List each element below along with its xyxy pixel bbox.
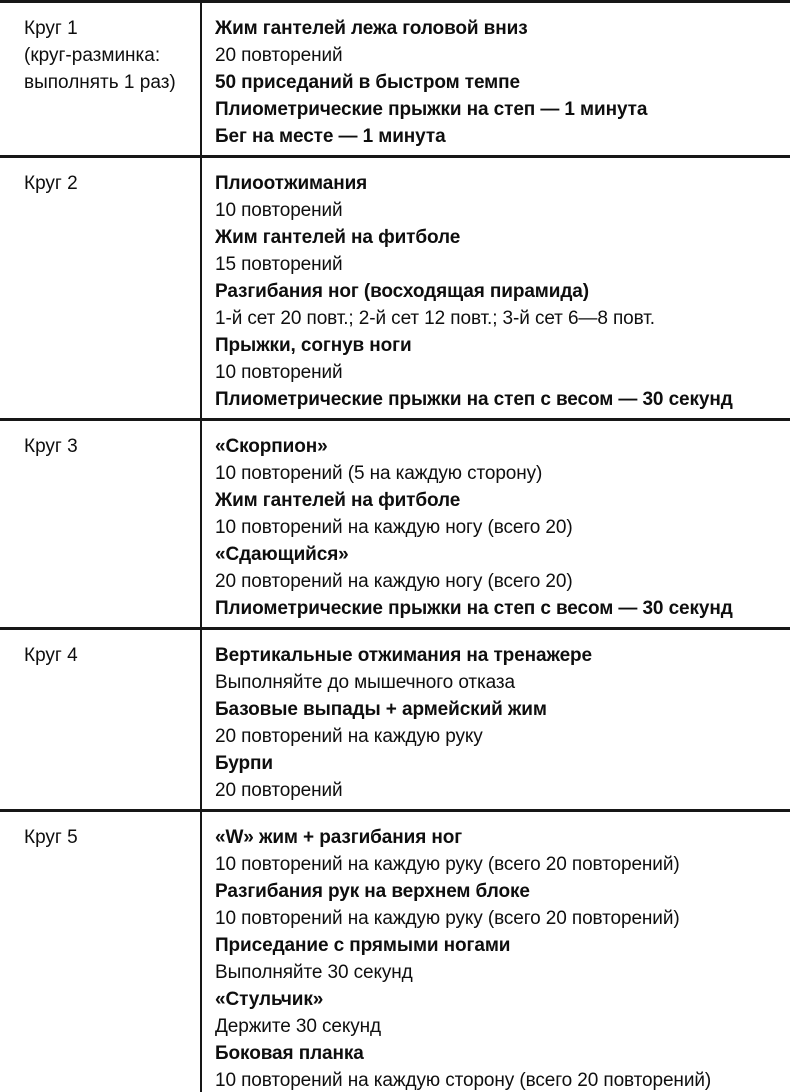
circle-cell [0,812,202,1092]
circle-label: (круг-разминка: [24,45,161,66]
exercise-detail: 10 повторений на каждую руку (всего 20 повторений) [215,854,680,875]
table-row [0,630,790,812]
exercise-detail: 15 повторений [215,254,343,275]
exercise-detail: 1-й сет 20 повт.; 2-й сет 12 повт.; 3-й сет 6—8 повт. [215,308,655,329]
exercise-detail: 10 повторений [215,362,343,383]
exercise-detail: 10 повторений на каждую руку (всего 20 повторений) [215,908,680,929]
exercise-name: Плиометрические прыжки на степ — 1 минута [215,99,648,120]
exercise-name: Жим гантелей лежа головой вниз [215,18,528,39]
exercise-name: Плиометрические прыжки на степ с весом — 30 секунд [215,598,733,619]
exercise-name: Прыжки, согнув ноги [215,335,412,356]
exercise-name: Жим гантелей на фитболе [215,490,461,511]
exercise-name: Вертикальные отжимания на тренажере [215,645,593,666]
exercise-detail: Выполняйте 30 секунд [215,962,413,983]
circle-label: Круг 2 [24,173,78,194]
circle-cell [0,3,202,155]
table-row [0,158,790,421]
exercise-detail: 20 повторений на каждую ногу (всего 20) [215,571,573,592]
exercise-name: Разгибания рук на верхнем блоке [215,881,530,902]
circle-cell [0,421,202,627]
exercise-name: Приседание с прямыми ногами [215,935,511,956]
exercise-name: Боковая планка [215,1043,364,1064]
exercise-name: «W» жим + разгибания ног [215,827,463,848]
exercise-cell [202,3,790,155]
exercise-name: Жим гантелей на фитболе [215,227,461,248]
exercise-name: «Скорпион» [215,436,328,457]
exercise-detail: 10 повторений на каждую сторону (всего 20 повторений) [215,1070,712,1091]
table-row [0,3,790,158]
exercise-name: Плиометрические прыжки на степ с весом — 30 секунд [215,389,733,410]
exercise-detail: 10 повторений на каждую ногу (всего 20) [215,517,573,538]
exercise-name: «Стульчик» [215,989,324,1010]
circle-label: Круг 5 [24,827,78,848]
circle-label: Круг 4 [24,645,78,666]
table-row [0,421,790,630]
circle-cell [0,630,202,809]
exercise-detail: 20 повторений на каждую руку [215,726,483,747]
table-row [0,812,790,1092]
circle-label: Круг 3 [24,436,78,457]
circle-label: выполнять 1 раз) [24,72,176,93]
exercise-name: Бег на месте — 1 минута [215,126,446,147]
exercise-name: Базовые выпады + армейский жим [215,699,547,720]
exercise-name: Плиоотжимания [215,173,368,194]
exercise-name: «Сдающийся» [215,544,349,565]
circle-cell [0,158,202,418]
circle-label: Круг 1 [24,18,78,39]
exercise-name: 50 приседаний в быстром темпе [215,72,520,93]
exercise-cell [202,158,790,418]
exercise-detail: 20 повторений [215,780,343,801]
exercise-cell [202,630,790,809]
exercise-detail: 10 повторений (5 на каждую сторону) [215,463,543,484]
exercise-cell [202,812,790,1092]
exercise-detail: Держите 30 секунд [215,1016,382,1037]
exercise-detail: 20 повторений [215,45,343,66]
exercise-name: Бурпи [215,753,273,774]
exercise-name: Разгибания ног (восходящая пирамида) [215,281,589,302]
exercise-cell [202,421,790,627]
exercise-detail: Выполняйте до мышечного отказа [215,672,515,693]
exercise-detail: 10 повторений [215,200,343,221]
